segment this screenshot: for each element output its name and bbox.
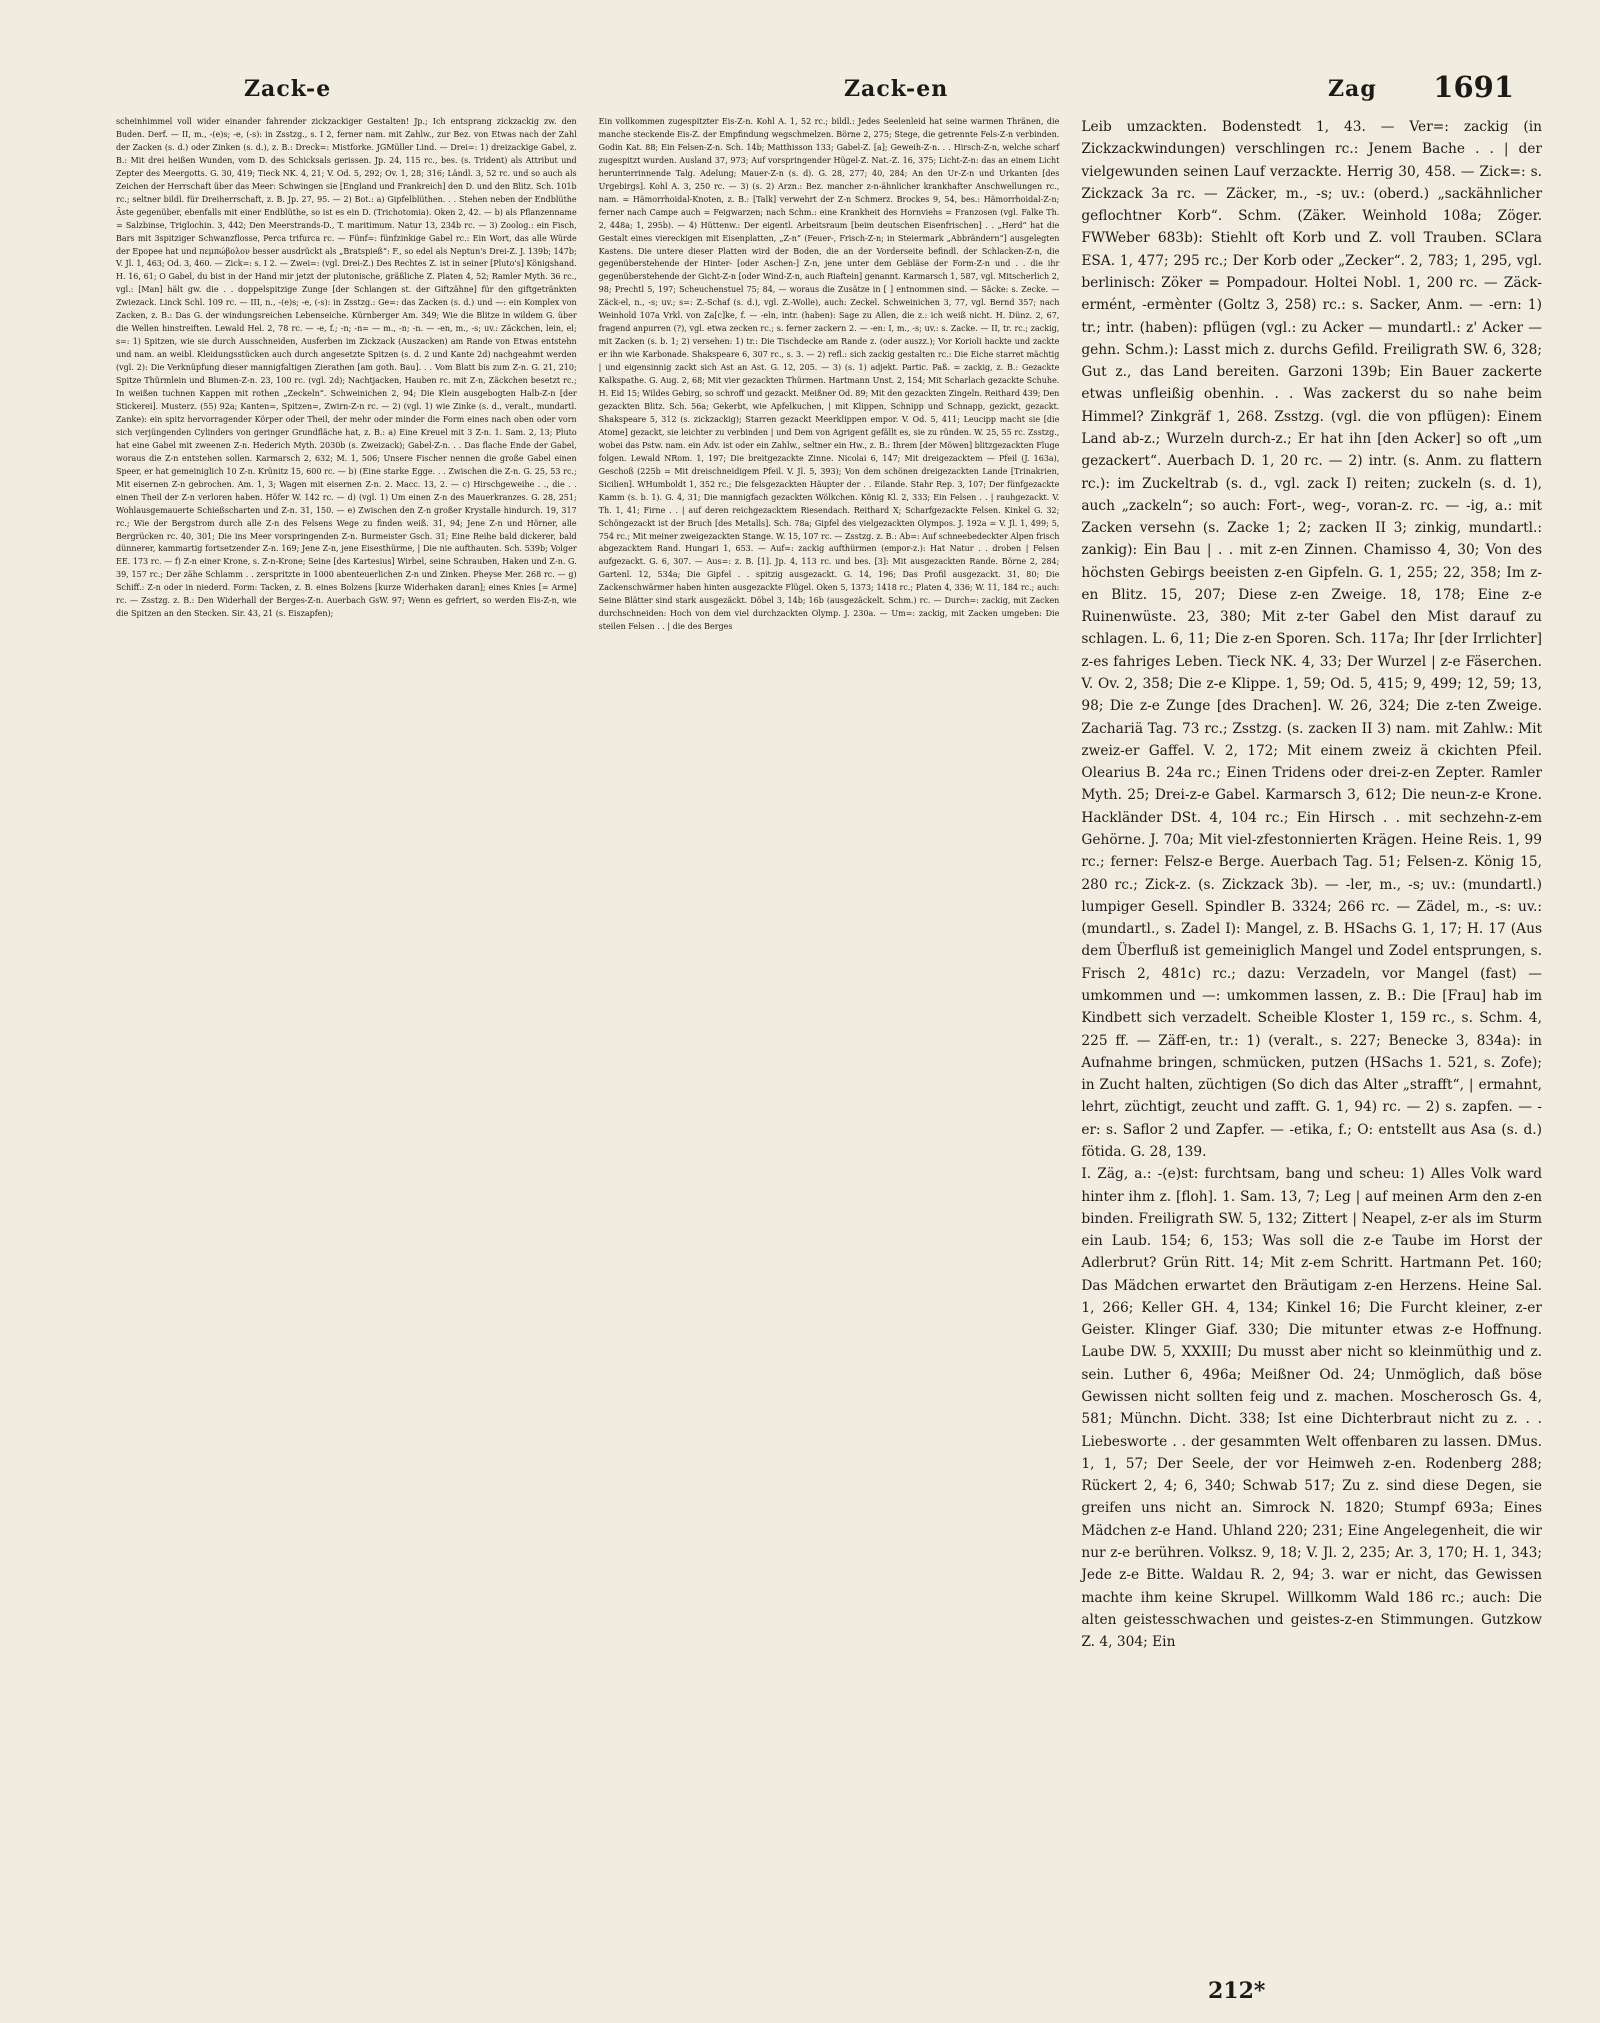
column-1: [116, 116, 577, 1653]
printer-signature: 212*: [1208, 1978, 1266, 2004]
page-header: [116, 62, 1542, 116]
guide-word-center: Zack-en: [844, 76, 949, 102]
guide-word-left: Zack-e: [244, 76, 332, 102]
text-columns: [116, 116, 1542, 1653]
guide-word-right: Zag: [1328, 76, 1377, 102]
column-2: [599, 116, 1060, 1653]
column-text: I. Zäg, a.: -(e)st: furchtsam, bang und scheu: 1) Alles Volk ward hinter ihm z. [floh]. 1. Sam. 13, 7; Leg | auf meinen Arm den z-en binden. Freiligrath SW. 5, 132; Zittert | Neapel, z-er als im Sturm ein Laub. 154; 6, 153; Was soll die z-e Taube im Horst der Adlerbrut? Grün Ritt. 14; Mit z-em Schritt. Hartmann Pet. 160; Das Mädchen erwartet den Bräutigam z-en Herzens. Heine Sal. 1, 266; Keller GH. 4, 134; Kinkel 16; Die Furcht kleiner, z-er Geister. Klinger Giaf. 330; Die mitunter etwas z-e Hoffnung. Laube DW. 5, XXXIII; Du musst aber nicht so kleinmüthig und z. sein. Luther 6, 496a; Meißner Od. 24; Unmöglich, daß böse Gewissen nicht sollten feig und z. machen. Moscherosch Gs. 4, 581; Münchn. Dicht. 338; Ist eine Dichterbraut nicht zu z. . . Liebesworte . . der gesammten Welt offenbaren zu lassen. DMus. 1, 1, 57; Der Seele, der vor Heimweh z-en. Rodenberg 288; Rückert 2, 4; 6, 340; Schwab 517; Zu z. sind diese Degen, sie greifen uns nicht an. Simrock N. 1820; Stumpf 693a; Eines Mädchen z-e Hand. Uhland 220; 231; Eine Angelegenheit, die wir nur z-e berühren. Volksz. 9, 18; V. Jl. 2, 235; Ar. 3, 170; H. 1, 343; Jede z-e Bitte. Waldau R. 2, 94; 3. war er nicht, das Gewissen machte ihm keine Skrupel. Willkomm Wald 186 rc.; auch: Die alten geistesschwachen und geistes-z-en Stimmungen. Gutzkow Z. 4, 304; Ein: [1081, 1166, 1543, 1651]
column-3: [1081, 116, 1542, 1653]
page-number: 1691: [1433, 70, 1514, 104]
column-text: scheinhimmel voll wider einander fahrender zickzackiger Gestalten! Jp.; Ich entsprang zickzackig zw. den Buden. Derf. — II, m., -(e)s; -e, (-s): in Zsstzg., s. I 2, ferner nam. mit Zahlw., zur Bez. von Etwas nach der Zahl der Zacken (s. d.) oder Zinken (s. d.), z. B.: Dreck=: Mistforke. JGMüller Lind. — Drei=: 1) dreizackige Gabel, z. B.: Mit drei heißen Wunden, vom D. des Schicksals gerissen. Jp. 24, 115 rc., bes. (s. Trident) als Attribut und Zepter des Meergotts. G. 30, 419; Tieck NK. 4, 21; V. Od. 5, 292; Ov. 1, 28; 316; Ländl. 3, 52 rc. und so auch als Zeichen der Herrschaft über das Meer: Schwingen sie [England und Frankreich] den D. und den Blitz. Sch. 101b rc.; seltner bildl. für Dreiherrschaft, z. B. Jp. 27, 95. — 2) Bot.: a) Gipfelblüthen. . . Stehen neben der Endblüthe Äste gegenüber, ebenfalls mit einer Endblüthe, so ist es ein D. (Trichotomia). Oken 2, 42. — b) als Pflanzenname = Salzbinse, Triglochin. 3, 442; Den Meerstrands-D., T. maritimum. Natur 13, 234b rc. — 3) Zoolog.: ein Fisch, Bars mit 3spitziger Schwanzflosse, Perca trifurca rc. — Fünf=: fünfzinkige Gabel rc.: Ein Wort, das alle Würde der Epopee hat und πεμπώβολον besser ausdrückt als „Bratspieß“: F., so edel als Neptun's Drei-Z. J. 139b; 147b; V. Jl. 1, 463; Od. 3, 460. — Zick=: s. I 2. — Zwei=: (vgl. Drei-Z.) Des Rechtes Z. ist in seiner [Pluto's] Königshand. H. 16, 61; O Gabel, du bist in der Hand mir jetzt der plutonische, gräßliche Z. Platen 4, 52; Ramler Myth. 36 rc., vgl.: [Man] hält gw. die . . doppelspitzige Zunge [der Schlangen st. der Giftzähne] für den giftgetränkten Zwiezack. Linck Schl. 109 rc. — III, n., -(e)s; -e, (-s): in Zsstzg.: Ge=: das Zacken (s. d.) und —: ein Komplex von Zacken, z. B.: Das G. der windungsreichen Lebenseiche. Kürnberger Am. 349; Wie die Blitze in wildem G. über die Wellen hinstreiften. Lewald Hel. 2, 78 rc. — -e, f.; -n; -n= — m., -n; -n. — -en, m., -s; uv.: Zäckchen, lein, el; s=: 1) Spitzen, wie sie durch Ausschneiden, Ausferben im Zickzack (Auszacken) am Rande von Etwas entstehn und nam. an weibl. Kleidungsstücken auch durch angesetzte Spitzen (s. d. 2 und Kante 2d) nachgeahmt werden (vgl. 2): Die Verknüpfung dieser mannigfaltigen Zierathen [am goth. Bau]. . . Vom Blatt bis zum Z-n. G. 21, 210; Spitze Thürmlein und Blumen-Z-n. 23, 100 rc. (vgl. 2d); Nachtjacken, Hauben rc. mit Z-n, Zäckchen besetzt rc.; In weißen tuchnen Kappen mit rothen „Zeckeln“. Schweinichen 2, 94; Die Klein ausgebogten Halb-Z-n [der Stickerei]. Musterz. (55) 92a; Kanten=, Spitzen=, Zwirn-Z-n rc. — 2) (vgl. 1) wie Zinke (s. d., veralt., mundartl. Zanke): ein spitz hervorragender Körper oder Theil, der mehr oder minder die Form eines nach oben oder vorn sich verjüngenden Cylinders von geringer Grundfläche hat, z. B.: a) Eine Kreuel mit 3 Z-n. 1. Sam. 2, 13; Pluto hat eine Gabel mit zweenen Z-n. Hederich Myth. 2030b (s. Zweizack); Gabel-Z-n. . . Das flache Ende der Gabel, woraus die Z-n entstehen sollen. Karmarsch 2, 632; M. 1, 506; Unsere Fischer nennen die große Gabel einen Speer, er hat gemeiniglich 10 Z-n. Krünitz 15, 600 rc. — b) (Eine starke Egge. . . Zwischen die Z-n. G. 25, 53 rc.; Mit eisernen Z-n gebrochen. Am. 1, 3; Wagen mit eisernen Z-n. 2. Macc. 13, 2. — c) Hirschgeweihe . ., die . . einen Theil der Z-n verloren haben. Höfer W. 142 rc. — d) (vgl. 1) Um einen Z-n des Mauerkranzes. G. 28, 251; Wohlausgemauerte Schießscharten und Z-n. 31, 150. — e) Zwischen den Z-n großer Krystalle hindurch. 19, 317 rc.; Wie der Bergstrom durch alle Z-n des Felsens Wege zu finden weiß. 31, 94; Jene Z-n und Hörner, alle Bergrücken rc. 40, 301; Die ins Meer vorspringenden Z-n. Burmeister Gsch. 31; Eine Reihe bald dickerer, bald dünnerer, kammartig fortsetzender Z-n. 169; Jene Z-n, jene Eisesthürme, | Die nie aufthauten. Sch. 539b; Volger EE. 173 rc. — f) Z-n einer Krone, s. Z-n-Krone; Seine [des Kartesius] Wirbel, seine Schrauben, Haken und Z-n. G. 39, 157 rc.; Der zähe Schlamm . . zerspritzte in 1000 abenteuerlichen Z-n und Zinken. Pheyse Mer. 268 rc. — g) Schiff.: Z-n oder in niederd. Form: Tacken, z. B. eines Bolzens [kurze Widerhaken daran]; eines Knies [= Arme] rc. — Zsstzg. z. B.: Den Widerhall der Berges-Z-n. Auerbach GsW. 97; Wenn es gefriert, so werden Eis-Z-n, wie die Spitzen an den Stecken. Sir. 43, 21 (s. Eiszapfen);: [116, 117, 577, 619]
column-text: Ein vollkommen zugespitzter Eis-Z-n. Kohl A. 1, 52 rc.; bildl.: Jedes Seelenleid hat seine warmen Thränen, die manche steckende Eis-Z. der Empfindung wegschmelzen. Börne 2, 275; Stege, die getrennte Fels-Z-n verbinden. Godin Kat. 88; Ein Felsen-Z-n. Sch. 14b; Matthisson 133; Gabel-Z. [a]; Geweih-Z-n. . . Hirsch-Z-n, welche scharf zugespitzt wurden. Ausland 37, 973; Auf vorspringender Hügel-Z. Nat.-Z. 16, 375; Licht-Z-n: das an einem Licht herunterrinnende Talg. Adelung; Mauer-Z-n (s. d). G. 28, 277; 40, 284; An den Ur-Z-n und Urkanten [des Urgebirgs]. Kohl A. 3, 250 rc. — 3) (s. 2) Arzn.: Bez. mancher z-n-ähnlicher krankhafter Anschwellungen rc., nam. = Hämorrhoidal-Knoten, z. B.: [Talk] verwehrt der Z-n Schmerz. Brockes 9, 54, bes.: Hämorrhoidal-Z-n; ferner nach Campe auch = Feigwarzen; nach Schm.: eine Krankheit des Hornviehs = Franzosen (vgl. Falke Th. 2, 448a; 1, 295b). — 4) Hüttenw.: Der eigentl. Arbeitsraum [beim deutschen Eisenfrischen] . . „Herd“ hat die Gestalt eines viereckigen mit Eisenplatten, „Z-n“ (Feuer-, Frisch-Z-n; in Steiermark „Abbrändern“] ausgelegten Kastens. Die untere dieser Platten wird der Boden, die an der Vorderseite befindl. der Schlacken-Z-n, die gegenüberstehende der Hinter- [oder Aschen-] Z-n, jene unter dem Gebläse der Form-Z-n und . . die ihr gegenüberstehende der Gicht-Z-n [oder Wind-Z-n, auch Riaftein] genannt. Karmarsch 1, 587, vgl. Mitscherlich 2, 98; Prechtl 5, 197; Scheuchenstuel 75; 84, — woraus die Zusätze in [ ] entnommen sind. — Säcke: s. Zecke. — Zäck-el, n., -s; uv.; s=: Z.-Schaf (s. d.), vgl. Z.-Wolle), auch: Zeckel. Schweinichen 3, 77, vgl. Bernd 357; nach Weinhold 107a Vrkl. von Za[c]ke, f. — -eln, intr. (haben): Sage zu Allen, die z.: ich weiß nicht. H. Dünz. 2, 67, fragend anpurren (?), vgl. etwa zecken rc.; s. ferner zackern 2. — -en: I, m., -s; uv.: s. Zacke. — II, tr. rc.; zackig, mit Zacken (s. b. 1; 2) versehen: 1) tr.: Die Tischdecke am Rande z. (oder auszz.); Vor Korioli hackte und zackte er ihn wie Karbonade. Shakspeare 6, 307 rc., s. 3. — 2) refl.: sich zackig gestalten rc.: Die Eiche starret mächtig | und eigensinnig zackt sich Ast an Ast. G. 12, 205. — 3) (s. 1) adjekt. Partic. Paß. = zackig, z. B.: Gezackte Kalkspathe. G. Aug. 2, 68; Mit vier gezackten Thürmen. Hartmann Unst. 2, 154; Mit Scharlach gezackte Schuhe. H. Eid 15; Wildes Gebirg, so schroff und gezackt. Meißner Od. 89; Mit den gezackten Zingeln. Reithard 439; Den gezackten Blitz. Sch. 56a; Gekerbt, wie Apfelkuchen, | mit Klippen, Schnipp und Schnapp, gezickt, gezackt. Shakspeare 5, 312 (s. zickzackig); Starren gezackt Meerklippen empor. V. Od. 5, 411; Leucipp macht sie [die Atome] gezackt, sie leichter zu verbinden | und Dem von Agrigent gefällt es, sie zu ründen. W. 25, 55 rc. Zsstzg., wobei das Pstw. nam. ein Adv. ist oder ein Zahlw., seltner ein Hw., z. B.: Ihrem [der Möwen] blitzgezackten Fluge folgen. Lewald NRom. 1, 197; Die breitgezackte Zinne. Nicolai 6, 147; Mit dreigezacktem — Pfeil (J. 163a), Geschoß (225b = Mit dreischneidigem Pfeil. V. Jl. 5, 393); Von dem schönen dreigezackten Lande [Trinakrien, Sicilien]. WHumboldt 1, 352 rc.; Die felsgezackten Häupter der . . Eilande. Stahr Rep. 3, 107; Der fünfgezackte Kamm (s. b. 1). G. 4, 31; Die mannigfach gezackten Wölkchen. König Kl. 2, 333; Ein Felsen . . | rauhgezackt. V. Th. 1, 41; Firne . . | auf deren reichgezacktem Riesendach. Reithard X; Scharfgezackte Felsen. Kinkel G. 32; Schöngezackt ist der Bruch [des Metalls]. Sch. 78a; Gipfel des vielgezackten Olympos. J. 192a = V. Jl. 1, 499; 5, 754 rc.; Mit meiner zweigezackten Stange. W. 15, 107 rc. — Zsstzg. z. B.: Ab=: Auf schneebedeckter Alpen frisch abgezacktem Rand. Hungari 1, 653. — Auf=: zackig aufthürmen (empor-z.): Hat Natur . . droben | Felsen aufgezackt. G. 6, 307. — Aus=: z. B. [1]. Jp. 4, 113 rc. und bes. [3]: Mit ausgezackten Rande. Börne 2, 284; Gartenl. 12, 534a; Die Gipfel . . spitzig ausgezackt. G. 14, 196; Das Profil ausgezackt. 31, 80; Die Zackenschwärmer haben hinten ausgezackte Flügel. Oken 5, 1373; 1418 rc.; Platen 4, 336; W. 11, 184 rc.; auch: Seine Blätter sind stark ausgezäckt. Döbel 3, 14b; 16b (ausgezäckelt. Schm.) rc. — Durch=: zackig, mit Zacken durchschneiden: Hoch von dem viel durchzackten Olymp. J. 230a. — Um=: zackig, mit Zacken umgeben: Die steilen Felsen . . | die des Berges: [598, 117, 1060, 632]
column-text: Leib umzackten. Bodenstedt 1, 43. — Ver=: zackig (in Zickzackwindungen) verschlingen rc.: Jenem Bache . . | der vielgewunden seinen Lauf verzackte. Herrig 30, 458. — Zick=: s. Zickzack 3a rc. — Zäcker, m., -s; uv.: (oberd.) „sackähnlicher geflochtner Korb“. Schm. (Zäker. Weinhold 108a; Zöger. FWWeber 683b): Stiehlt oft Korb und Z. voll Trauben. SClara ESA. 1, 477; 295 rc.; Der Korb oder „Zecker“. 2, 783; 1, 295, vgl. berlinisch: Zöker = Pompadour. Holtei Nobl. 1, 200 rc. — Zäck-ermént, -ermènter (Goltz 3, 258) rc.: s. Sacker, Anm. — -ern: 1) tr.; intr. (haben): pflügen (vgl.: zu Acker — mundartl.: z' Acker — gehn. Schm.): Lasst mich z. durchs Gefild. Freiligrath SW. 6, 328; Gut z., das Land bereiten. Garzoni 139b; Ein Bauer zackerte etwas unfleißig obenhin. . . Was zackerst du so nahe beim Himmel? Zinkgräf 1, 268. Zsstzg. (vgl. die von pflügen): Einem Land ab-z.; Wurzeln durch-z.; Er hat ihn [den Acker] so oft „um gezackert“. Auerbach D. 1, 20 rc. — 2) intr. (s. Anm. zu flattern rc.): im Zuckeltrab (s. d., vgl. zack I) reiten; zuckeln (s. d. 1), auch „zackeln“; so auch: Fort-, weg-, voran-z. rc. — -ig, a.: mit Zacken versehn (s. Zacke 1; 2; zacken II 3; zinkig, mundartl.: zankig): Ein Bau | . . mit z-en Zinnen. Chamisso 4, 30; Von des höchsten Gebirgs beeisten z-en Gipfeln. G. 1, 255; 22, 358; Im z-en Blitz. 15, 207; Diese z-en Zweige. 18, 178; Eine z-e Ruinenwüste. 23, 380; Mit z-ter Gabel den Mist darauf zu schlagen. L. 6, 11; Die z-en Sporen. Sch. 117a; Ihr [der Irrlichter] z-es fahriges Leben. Tieck NK. 4, 33; Der Wurzel | z-e Fäserchen. V. Ov. 2, 358; Die z-e Klippe. 1, 59; Od. 5, 415; 9, 499; 12, 59; 13, 98; Die z-e Zunge [des Drachen]. W. 26, 324; Die z-ten Zweige. Zachariä Tag. 73 rc.; Zsstzg. (s. zacken II 3) nam. mit Zahlw.: Mit zweiz-er Gaffel. V. 2, 172; Mit einem zweiz ä ckichten Pfeil. Olearius B. 24a rc.; Einen Tridens oder drei-z-en Zepter. Ramler Myth. 25; Drei-z-e Gabel. Karmarsch 3, 612; Die neun-z-e Krone. Hackländer DSt. 4, 104 rc.; Ein Hirsch . . mit sechzehn-z-em Gehörne. J. 70a; Mit viel-zfestonnierten Krägen. Heine Reis. 1, 99 rc.; ferner: Felsz-e Berge. Auerbach Tag. 51; Felsen-z. König 15, 280 rc.; Zick-z. (s. Zickzack 3b). — -ler, m., -s; uv.: (mundartl.) lumpiger Gesell. Spindler B. 3324; 266 rc. — Zädel, m., -s: uv.: (mundartl., s. Zadel I): Mangel, z. B. HSachs G. 1, 17; H. 17 (Aus dem Überfluß ist gemeiniglich Mangel und Zodel entsprungen, s. Frisch 2, 481c) rc.; dazu: Verzadeln, vor Mangel (fast) — umkommen und —: umkommen lassen, z. B.: Die [Frau] hab im Kindbett sich verzadelt. Scheible Kloster 1, 159 rc., s. Schm. 4, 225 ff. — Zäff-en, tr.: 1) (veralt., s. 227; Benecke 3, 834a): in Aufnahme bringen, schmücken, putzen (HSachs 1. 521, s. Zofe); in Zucht halten, züchtigen (So dich das Alter „strafft“, | ermahnt, lehrt, züchtigt, zeucht und zafft. G. 1, 94) rc. — 2) s. zapfen. — -er: s. Saflor 2 und Zapfer. — -etika, f.; O: entstellt aus Asa (s. d.) fötida. G. 28, 139.: [1081, 119, 1543, 1160]
